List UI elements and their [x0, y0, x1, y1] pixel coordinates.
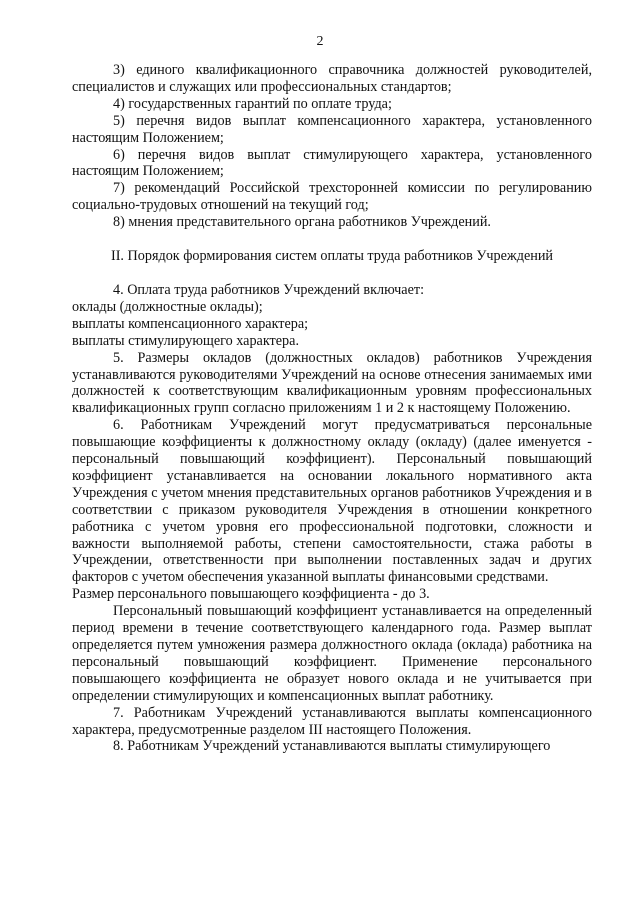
list-item-incentive: выплаты стимулирующего характера.	[72, 332, 299, 349]
paragraph-4-intro: 4. Оплата труда работников Учреждений включает:	[113, 281, 425, 298]
paragraph-5: 5. Размеры окладов (должностных окладов) работников Учреждения устанавливаются руководителями Учреждений на основе отнесения занимаемых ими должностей к соответствующим квалификационным уровням профессиональных квалификационных групп согласно приложениям 1 и 2 к настоящему Положению.	[72, 349, 592, 417]
list-item-salaries: оклады (должностные оклады);	[72, 298, 263, 315]
paragraph-coefficient-size: Размер персонального повышающего коэффициента - до 3.	[72, 586, 430, 603]
list-item-compensation: выплаты компенсационного характера;	[72, 315, 309, 332]
spacer	[72, 265, 592, 282]
paragraph-coefficient-period: Персональный повышающий коэффициент устанавливается на определенный период времени в течение соответствующего календарного года. Размер выплат определяется путем умножения размера должностного оклада (оклада) работника на персональный повышающий коэффициент. Применение персонального повышающего коэффициента не образует нового оклада и не учитывается при определении стимулирующих и компенсационных выплат работнику.	[72, 603, 592, 704]
spacer	[72, 231, 592, 248]
paragraph-item-7: 7) рекомендаций Российской трехсторонней комиссии по регулированию социально-трудовых отношений на текущий год;	[72, 180, 592, 214]
page-number: 2	[316, 34, 324, 49]
paragraph-item-3: 3) единого квалификационного справочника должностей руководителей, специалистов и служащих или профессиональных стандартов;	[72, 62, 592, 95]
section-heading: II. Порядок формирования систем оплаты труда работников Учреждений	[110, 248, 554, 265]
paragraph-7: 7. Работникам Учреждений устанавливаются выплаты компенсационного характера, предусмотренные разделом III настоящего Положения.	[72, 704, 592, 738]
document-body	[72, 62, 592, 755]
paragraph-item-8: 8) мнения представительного органа работников Учреждений.	[113, 214, 491, 231]
paragraph-8: 8. Работникам Учреждений устанавливаются выплаты стимулирующего	[113, 738, 551, 755]
paragraph-item-5: 5) перечня видов выплат компенсационного характера, установленного настоящим Положением;	[72, 112, 592, 146]
paragraph-item-4: 4) государственных гарантий по оплате труда;	[113, 95, 392, 112]
paragraph-item-6: 6) перечня видов выплат стимулирующего характера, установленного настоящим Положением;	[72, 146, 592, 180]
paragraph-6: 6. Работникам Учреждений могут предусматриваться персональные повышающие коэффициенты к должностному окладу (окладу) (далее именуется - персональный повышающий коэффициент). Персональный повышающий коэффициент устанавливается на основании локального нормативного акта Учреждения с учетом мнения представительных органов работников Учреждения и в соответствии с приказом руководителя Учреждения в отношении конкретного работника с учетом уровня его профессиональной подготовки, сложности и важности выполняемой работы, степени самостоятельности, стажа работы в Учреждении, ответственности при выполнении поставленных задач и других факторов с учетом обеспечения указанной выплаты финансовыми средствами.	[72, 417, 592, 586]
